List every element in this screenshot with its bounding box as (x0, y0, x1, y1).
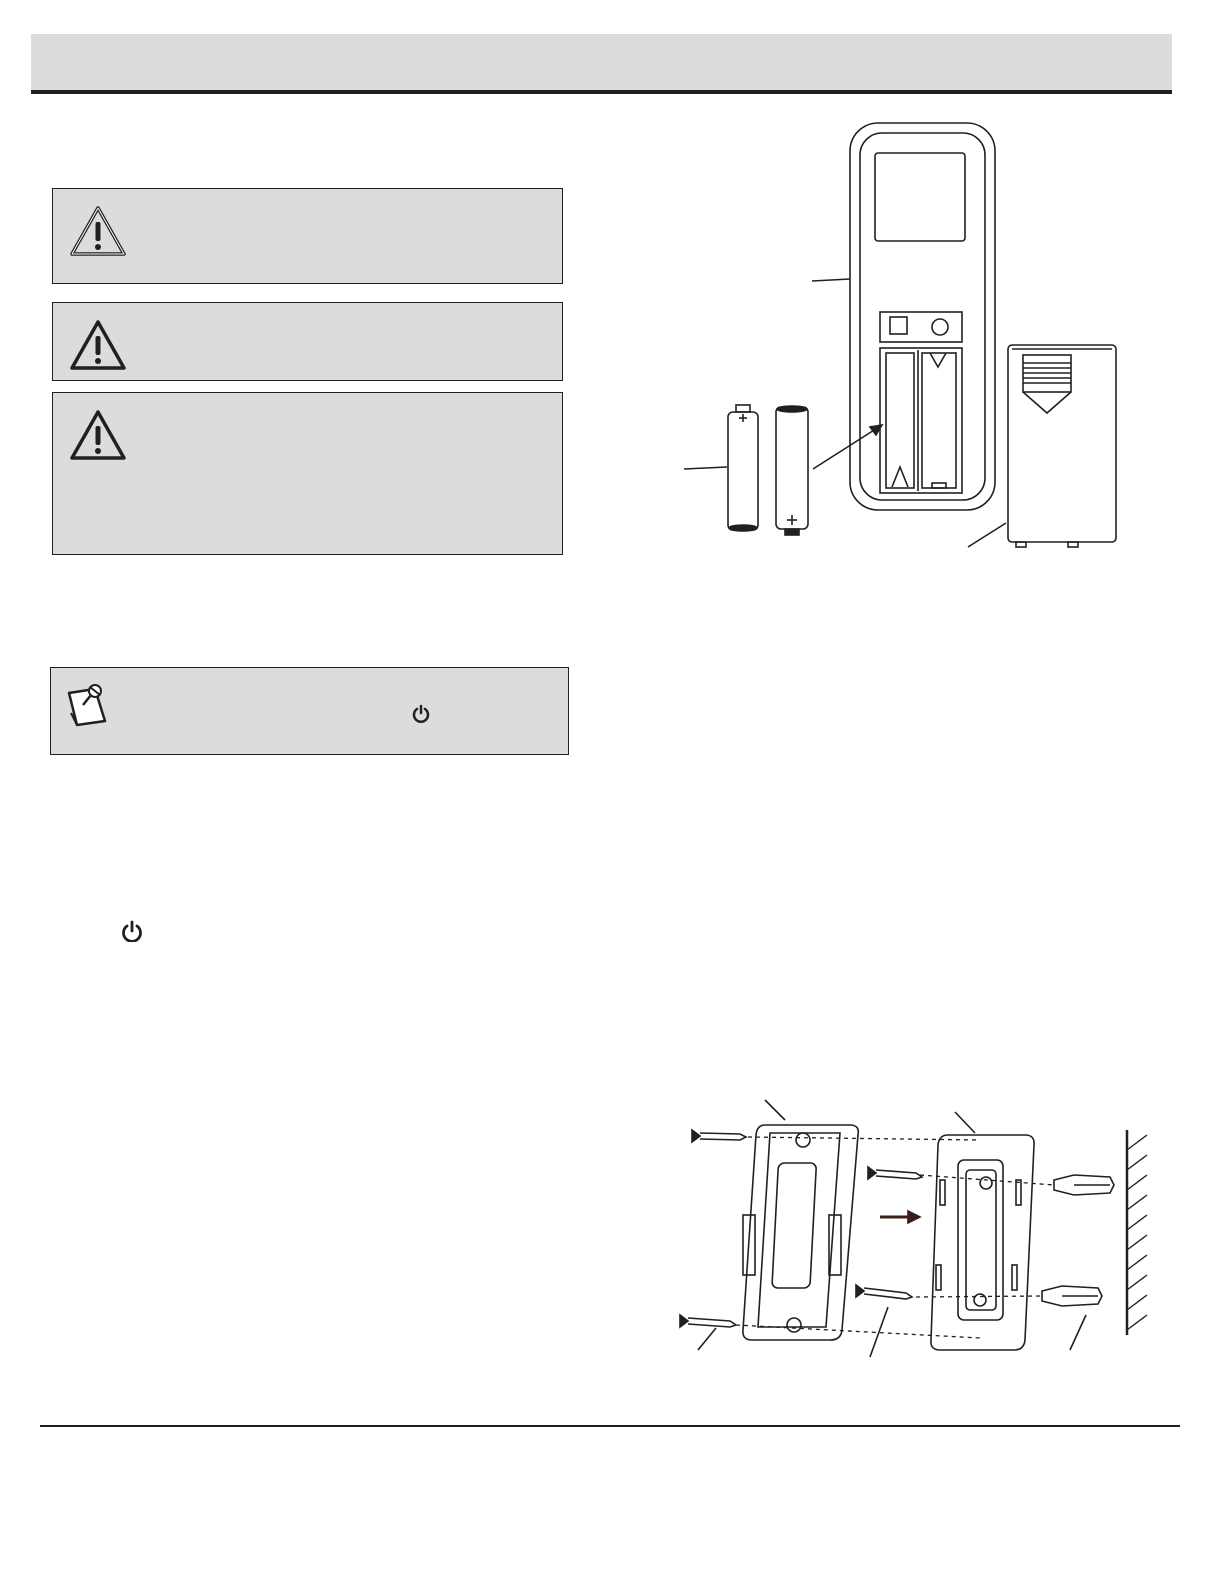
warning-box-2 (52, 302, 563, 381)
warning-box-3 (52, 392, 563, 555)
warning-triangle-icon (69, 319, 127, 371)
screw-2 (868, 1167, 922, 1179)
battery-cover (1008, 345, 1116, 547)
screw-1 (692, 1130, 746, 1142)
page-header-band (31, 34, 1172, 94)
warning-triangle-icon (69, 205, 127, 257)
remote-display (875, 153, 965, 241)
aaa-battery-2 (776, 406, 808, 535)
screw-4 (680, 1315, 736, 1327)
screw-3 (856, 1285, 912, 1299)
mounting-bracket (931, 1135, 1034, 1350)
aaa-battery-1 (728, 405, 758, 531)
wall-anchor-2 (1042, 1286, 1102, 1306)
note-box (50, 667, 569, 755)
wall-anchor-1 (1054, 1175, 1114, 1195)
power-icon (412, 704, 430, 723)
battery-compartment (880, 348, 962, 493)
battery-install-illustration (670, 115, 1130, 555)
footer-rule (40, 1425, 1180, 1427)
warning-box-1 (52, 188, 563, 284)
warning-triangle-icon (69, 409, 127, 461)
note-pin-icon (65, 681, 109, 727)
wall-mount-illustration (670, 1095, 1160, 1370)
remote-holder (743, 1125, 858, 1340)
power-icon (121, 920, 143, 942)
